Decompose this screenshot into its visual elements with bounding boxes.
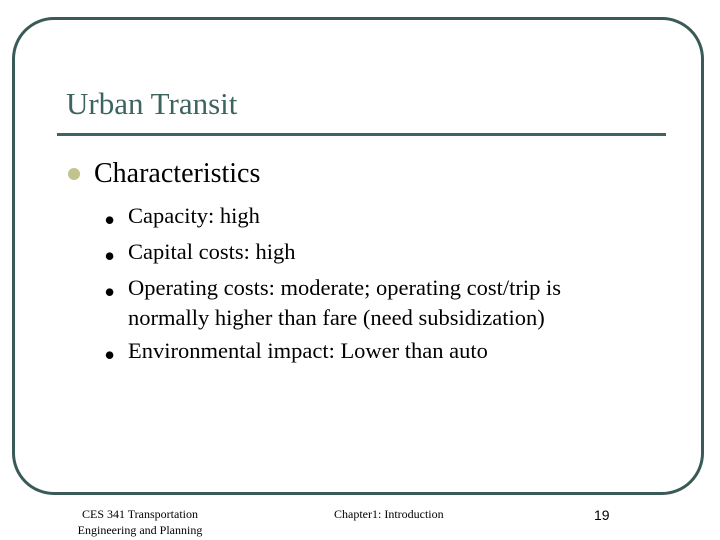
page-number: 19: [594, 507, 610, 523]
bullet-text-continued: normally higher than fare (need subsidization): [128, 305, 545, 330]
bullet-icon: •: [104, 238, 116, 274]
bullet-icon: •: [104, 274, 116, 310]
list-item: [104, 234, 664, 274]
slide-title: Urban Transit: [66, 86, 238, 121]
footer-course-line2: Engineering and Planning: [77, 523, 203, 537]
footer-course-line1: CES 341 Transportation: [81, 507, 198, 521]
list-item: [104, 198, 664, 238]
bullet-icon: •: [104, 202, 116, 238]
bullet-list: [104, 198, 664, 373]
bullet-text: Environmental impact: Lower than auto: [128, 338, 488, 363]
bullet-text: Capacity: high: [128, 203, 260, 228]
bullet-text: Operating costs: moderate; operating cost/trip is: [128, 275, 562, 300]
list-item: [104, 270, 664, 333]
bullet-icon: •: [104, 337, 116, 373]
bullet-text: Capital costs: high: [128, 239, 296, 264]
main-bullet-icon: [68, 168, 80, 180]
section-heading: Characteristics: [94, 158, 261, 189]
footer-chapter: Chapter1: Introduction: [334, 507, 444, 521]
list-item: [104, 333, 664, 373]
title-divider: [57, 133, 666, 136]
footer-course: [74, 506, 206, 538]
